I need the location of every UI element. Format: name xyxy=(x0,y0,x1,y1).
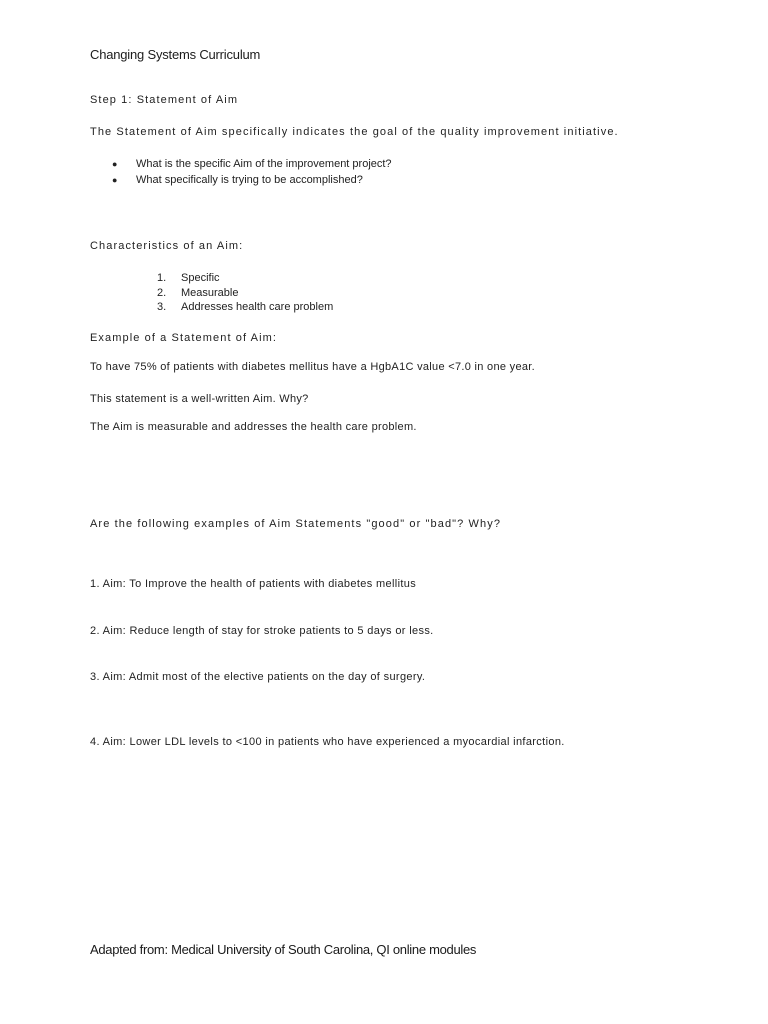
characteristics-heading: Characteristics of an Aim: xyxy=(90,240,244,252)
list-item xyxy=(157,300,333,315)
example-question: This statement is a well-written Aim. Why? xyxy=(90,393,309,405)
example-heading: Example of a Statement of Aim: xyxy=(90,332,278,344)
aim-item-1: 1. Aim: To Improve the health of patients with diabetes mellitus xyxy=(90,578,417,590)
exercise-prompt: Are the following examples of Aim Statements "good" or "bad"? Why? xyxy=(90,518,502,530)
list-item-text: Specific xyxy=(181,272,220,284)
list-item-text: What specifically is trying to be accomplished? xyxy=(136,173,363,186)
characteristics-list xyxy=(157,271,333,315)
list-item-text: Addresses health care problem xyxy=(181,301,334,313)
question-list xyxy=(112,157,392,188)
list-item xyxy=(112,173,392,189)
aim-item-3: 3. Aim: Admit most of the elective patients on the day of surgery. xyxy=(90,671,426,683)
list-number: 3. xyxy=(157,301,167,313)
bullet-icon: ● xyxy=(112,159,118,169)
list-item-text: Measurable xyxy=(181,286,239,299)
aim-item-4: 4. Aim: Lower LDL levels to <100 in patients who have experienced a myocardial infarction. xyxy=(90,736,565,748)
intro-paragraph: The Statement of Aim specifically indicates the goal of the quality improvement initiative. xyxy=(90,126,619,138)
list-item xyxy=(157,271,333,286)
aim-item-2: 2. Aim: Reduce length of stay for stroke patients to 5 days or less. xyxy=(90,625,434,637)
list-number: 2. xyxy=(157,286,167,299)
document-footer: Adapted from: Medical University of South Carolina, QI online modules xyxy=(90,942,477,957)
list-item xyxy=(112,157,392,173)
step-heading: Step 1: Statement of Aim xyxy=(90,94,239,106)
list-number: 1. xyxy=(157,272,167,284)
example-statement: To have 75% of patients with diabetes mellitus have a HgbA1C value <7.0 in one year. xyxy=(90,361,535,373)
list-item xyxy=(157,286,333,301)
example-answer: The Aim is measurable and addresses the health care problem. xyxy=(90,421,417,433)
bullet-icon: ● xyxy=(112,174,118,185)
document-header: Changing Systems Curriculum xyxy=(90,47,261,62)
list-item-text: What is the specific Aim of the improvement project? xyxy=(136,158,392,170)
